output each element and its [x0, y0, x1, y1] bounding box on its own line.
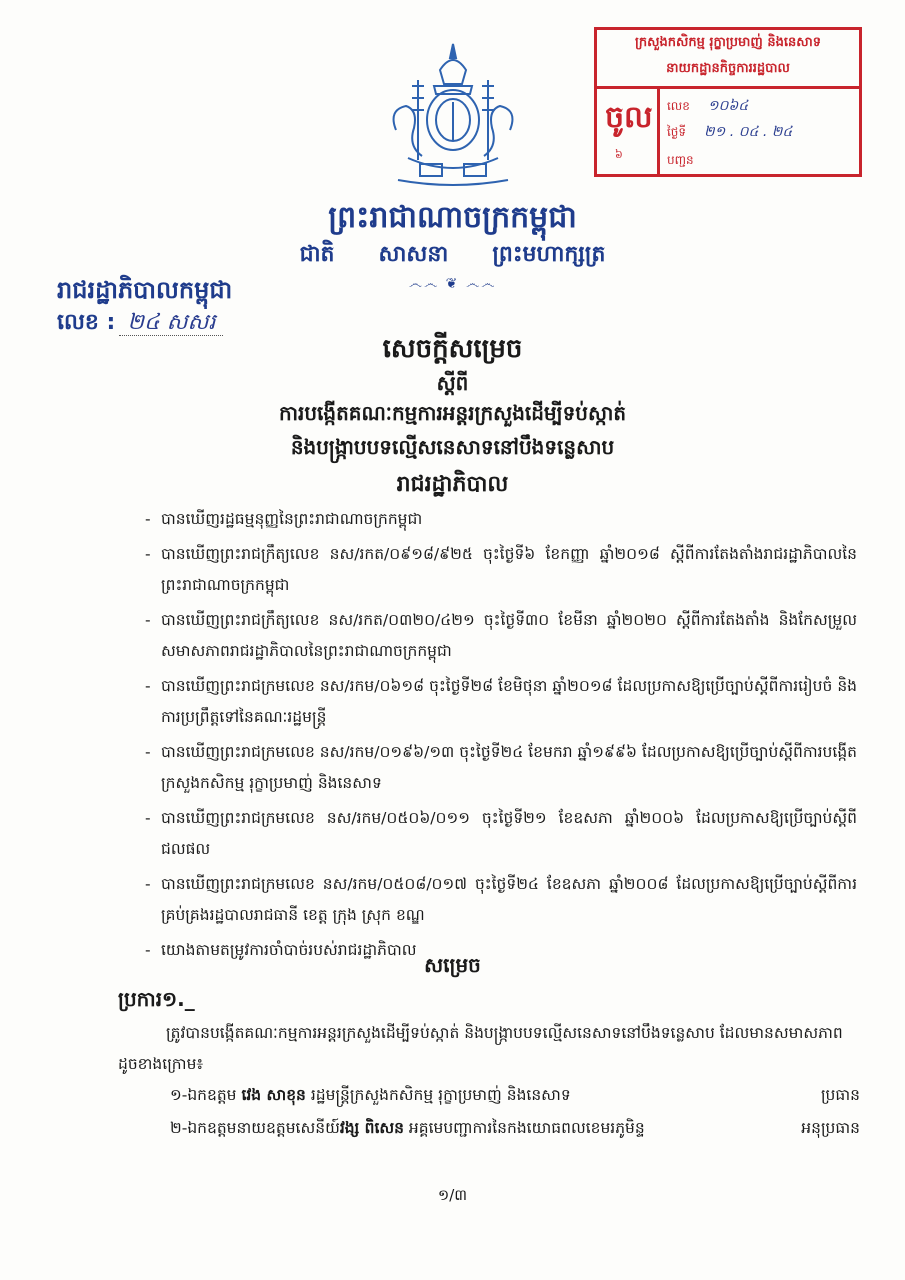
- list-item: - បានឃើញព្រះរាជក្រមលេខ នស/រកម/០៦១៨ ចុះថ្ងៃទី២៨ ខែមិថុនា ឆ្នាំ២០១៨ ដែលប្រកាសឱ្យប្រើច្បាប់ស្តីពីការរៀបចំ និងការប្រព្រឹត្តទៅនៃគណៈរដ្ឋមន្ត្រី: [145, 677, 857, 726]
- stamp-filed-field: [667, 152, 852, 170]
- stamp-number-value: ១០៦៤: [707, 98, 749, 114]
- stamp-date-value: ២១ . ០៤ . ២៤: [704, 124, 793, 140]
- document-number-label: លេខ :: [57, 310, 116, 335]
- document-number-value: ២៤ សសរ: [119, 310, 223, 336]
- article-1-label: ប្រការ១._: [118, 987, 195, 1011]
- stamp-date-field: [667, 122, 852, 143]
- document-subject-line1: ការបង្កើតគណៈកម្មការអន្តរក្រសួងដើម្បីទប់ស្កាត់: [278, 401, 627, 425]
- stamp-divider: [597, 86, 859, 89]
- member-role: ប្រធាន: [820, 1086, 860, 1104]
- list-item: - បានឃើញព្រះរាជក្រមលេខ នស/រកម/០១៩៦/១៣ ចុះថ្ងៃទី២៤ ខែមករា ឆ្នាំ១៩៩៦ ដែលប្រកាសឱ្យប្រើច្បាប់ស្តីពីការបង្កើតក្រសួងកសិកម្ម រុក្ខាប្រមាញ់ និងនេសាទ: [145, 743, 857, 792]
- stamp-vertical-divider: [657, 86, 660, 174]
- motto-religion: សាសនា: [378, 242, 449, 267]
- member-main: [170, 1085, 571, 1108]
- list-item: - បានឃើញព្រះរាជក្រមលេខ នស/រកម/០៥០៦/០១១ ចុះថ្ងៃទី២១ ខែឧសភា ឆ្នាំ២០០៦ ដែលប្រកាសឱ្យប្រើច្បាប់ស្តីពីជលផល: [145, 809, 857, 858]
- list-item: - បានឃើញព្រះរាជក្រមលេខ នស/រកម/០៥០៨/០១៧ ចុះថ្ងៃទី២៤ ខែឧសភា ឆ្នាំ២០០៨ ដែលប្រកាសឱ្យប្រើច្បាប់ស្តីពីការគ្រប់គ្រងរដ្ឋបាលរាជធានី ខេត្ត ក្រុង ស្រុក ខណ្ឌ: [145, 875, 857, 924]
- list-item: - បានឃើញព្រះរាជក្រឹត្យលេខ នស/រកត/០៩១៨/៩២៥ ចុះថ្ងៃទី៦ ខែកញ្ញា ឆ្នាំ២០១៨ ស្តីពីការតែងតាំងរាជរដ្ឋាភិបាលនៃព្រះរាជាណាចក្រកម្ពុជា: [145, 545, 857, 594]
- member-position: រដ្ឋមន្ត្រីក្រសួងកសិកម្ម រុក្ខាប្រមាញ់ និងនេសាទ: [310, 1086, 571, 1104]
- list-item-text: បានឃើញព្រះរាជក្រមលេខ នស/រកម/០៥០៦/០១១ ចុះថ្ងៃទី២១ ខែឧសភា ឆ្នាំ២០០៦ ដែលប្រកាសឱ្យប្រើច្បាប់ស្តីពីជលផល: [161, 809, 857, 858]
- member-number-title: ២-ឯកឧត្តមនាយឧត្តមសេនីយ៍: [170, 1119, 340, 1137]
- list-item: - បានឃើញព្រះរាជក្រឹត្យលេខ នស/រកត/០៣២០/៤២១ ចុះថ្ងៃទី៣០ ខែមីនា ឆ្នាំ២០២០ ស្តីពីការតែងតាំង និងកែសម្រួលសមាសភាពរាជរដ្ឋាភិបាលនៃព្រះរាជាណាចក្រកម្ពុជា: [145, 611, 857, 660]
- member-row: [170, 1118, 860, 1148]
- list-item-text: បានឃើញព្រះរាជក្រមលេខ នស/រកម/០១៩៦/១៣ ចុះថ្ងៃទី២៤ ខែមករា ឆ្នាំ១៩៩៦ ដែលប្រកាសឱ្យប្រើច្បាប់ស្តីពីការបង្កើតក្រសួងកសិកម្ម រុក្ខាប្រមាញ់ និងនេសាទ: [161, 743, 857, 792]
- emblem-drawing: [378, 40, 528, 190]
- list-item-text: បានឃើញព្រះរាជក្រឹត្យលេខ នស/រកត/០៩១៨/៩២៥ ចុះថ្ងៃទី៦ ខែកញ្ញា ឆ្នាំ២០១៨ ស្តីពីការតែងតាំងរាជរដ្ឋាភិបាលនៃព្រះរាជាណាចក្រកម្ពុជា: [161, 545, 857, 594]
- royal-coat-of-arms-emblem: [378, 40, 528, 190]
- decision-heading: សម្រេច: [424, 953, 481, 977]
- list-item-text: បានឃើញព្រះរាជក្រមលេខ នស/រកម/០៦១៨ ចុះថ្ងៃទី២៨ ខែមិថុនា ឆ្នាំ២០១៨ ដែលប្រកាសឱ្យប្រើច្បាប់ស្តីពីការរៀបចំ និងការប្រព្រឹត្តទៅនៃគណៈរដ្ឋមន្ត្រី: [161, 677, 857, 726]
- stamp-mark: ៦: [615, 148, 623, 161]
- member-position: អគ្គមេបញ្ជាការនៃកងយោធពលខេមរភូមិន្ទ: [408, 1119, 645, 1137]
- member-name: វេង សាខុន: [241, 1086, 306, 1104]
- stamp-filed-label: បញ្ជន: [667, 153, 694, 167]
- stamp-date-label: ថ្ងៃទី: [667, 125, 687, 139]
- member-main: [170, 1118, 645, 1141]
- document-about: ស្តីពី: [436, 371, 469, 395]
- list-item-text: បានឃើញព្រះរាជក្រមលេខ នស/រកម/០៥០៨/០១៧ ចុះថ្ងៃទី២៤ ខែឧសភា ឆ្នាំ២០០៨ ដែលប្រកាសឱ្យប្រើច្បាប់ស្តីពីការគ្រប់គ្រងរដ្ឋបាលរាជធានី ខេត្ត ក្រុង ស្រុក ខណ្ឌ: [161, 875, 857, 924]
- list-item-text: បានឃើញរដ្ឋធម្មនុញ្ញនៃព្រះរាជាណាចក្រកម្ពុជា: [161, 510, 423, 528]
- government-label: រាជរដ្ឋាភិបាលកម្ពុជា: [57, 276, 233, 304]
- member-row: [170, 1085, 860, 1115]
- member-number-title: ១-ឯកឧត្តម: [170, 1086, 237, 1104]
- stamp-incoming-label: ចូល: [605, 100, 653, 135]
- considerations-list: [145, 504, 857, 970]
- motto-nation: ជាតិ: [299, 242, 335, 267]
- list-item-text: យោងតាមតម្រូវការចាំបាច់របស់រាជរដ្ឋាភិបាល: [161, 941, 417, 959]
- document-issuer: រាជរដ្ឋាភិបាល: [396, 472, 509, 497]
- document-subject-line2: និងបង្ក្រាបបទល្មើសនេសាទនៅបឹងទន្លេសាប: [290, 435, 615, 459]
- stamp-department: នាយកដ្ឋានកិច្ចការរដ្ឋបាល: [666, 61, 790, 76]
- list-item: - បានឃើញរដ្ឋធម្មនុញ្ញនៃព្រះរាជាណាចក្រកម្ពុជា: [145, 510, 423, 528]
- stamp-ministry: ក្រសួងកសិកម្ម រុក្ខាប្រមាញ់ និងនេសាទ: [635, 35, 821, 50]
- page-number: ១/៣: [437, 1186, 468, 1204]
- member-role: អនុប្រធាន: [801, 1119, 860, 1137]
- registration-stamp: [594, 27, 862, 177]
- list-item: - យោងតាមតម្រូវការចាំបាច់របស់រាជរដ្ឋាភិបាល: [145, 941, 417, 959]
- stamp-number-label: លេខ: [667, 99, 690, 113]
- stamp-number-field: [667, 96, 852, 117]
- document-type: សេចក្តីសម្រេច: [382, 334, 523, 364]
- article-1-text: ត្រូវបានបង្កើតគណៈកម្មការអន្តរក្រសួងដើម្បីទប់ស្កាត់ និងបង្ក្រាបបទល្មើសនេសាទនៅបឹងទន្លេសាប ដែលមានសមាសភាពដូចខាងក្រោម៖: [118, 1024, 843, 1073]
- member-name: វង្ស ពិសេន: [339, 1119, 404, 1137]
- national-motto: [0, 240, 905, 272]
- kingdom-title: ព្រះរាជាណាចក្រកម្ពុជា: [328, 200, 577, 235]
- list-item-text: បានឃើញព្រះរាជក្រឹត្យលេខ នស/រកត/០៣២០/៤២១ ចុះថ្ងៃទី៣០ ខែមីនា ឆ្នាំ២០២០ ស្តីពីការតែងតាំង និងកែសម្រួលសមាសភាពរាជរដ្ឋាភិបាលនៃព្រះរាជាណាចក្រកម្ពុជា: [161, 611, 857, 660]
- ornament-divider: ෴෴ ❦ ෴෴: [408, 276, 497, 292]
- motto-king: ព្រះមហាក្សត្រ: [492, 242, 606, 267]
